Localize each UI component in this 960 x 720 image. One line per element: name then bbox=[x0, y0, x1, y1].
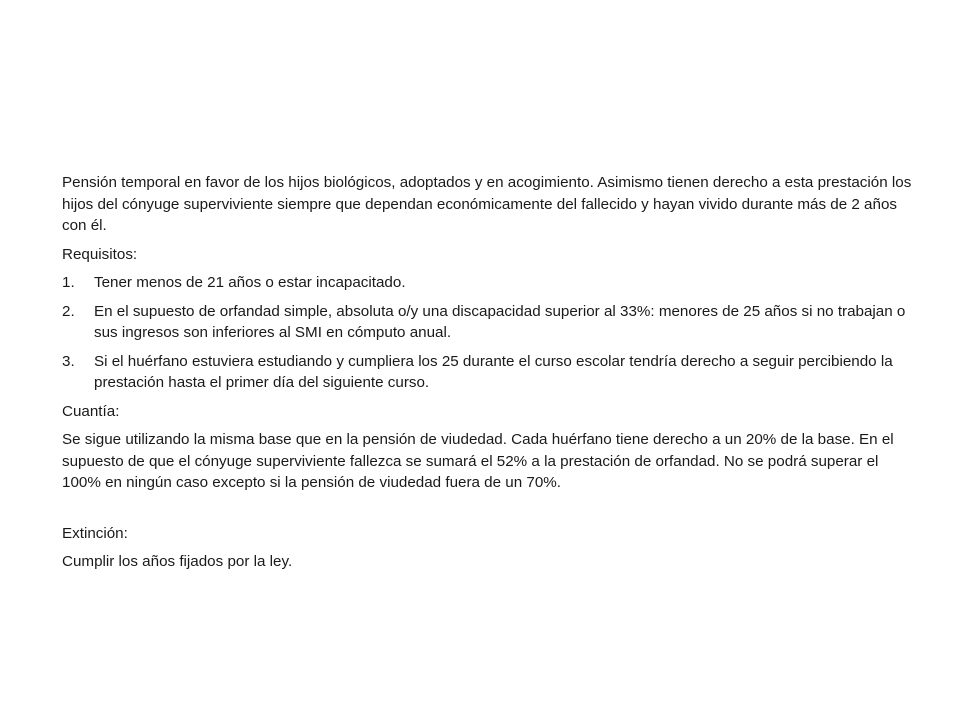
list-item bbox=[62, 301, 918, 344]
list-item-text: Tener menos de 21 años o estar incapacitado. bbox=[94, 274, 406, 291]
list-item-number: 2. bbox=[62, 302, 75, 320]
list-item-text: En el supuesto de orfandad simple, absoluta o/y una discapacidad superior al 33%: menores de 25 años si no trabajan o sus ingresos son inferiores al SMI en cómputo anual. bbox=[94, 302, 906, 341]
requisitos-list bbox=[62, 272, 918, 394]
extincion-heading: Extinción: bbox=[62, 524, 128, 542]
intro-paragraph: Pensión temporal en favor de los hijos biológicos, adoptados y en acogimiento. Asimismo tienen derecho a esta prestación los hijos del cónyuge superviviente siempre que dependan económicamente del fallecido y hayan vivido durante más de 2 años con él. bbox=[62, 174, 912, 234]
requisitos-heading: Requisitos: bbox=[62, 245, 138, 263]
list-item-number: 1. bbox=[62, 274, 75, 291]
slide-body bbox=[62, 172, 918, 580]
cuantia-heading: Cuantía: bbox=[62, 402, 120, 420]
cuantia-paragraph: Se sigue utilizando la misma base que en la pensión de viudedad. Cada huérfano tiene derecho a un 20% de la base. En el supuesto de que el cónyuge superviviente fallezca se sumará el 52% a la prestación de orfandad. No se podrá superar el 100% en ningún caso excepto si la pensión de viudedad fuera de un 70%. bbox=[62, 431, 894, 491]
list-item bbox=[62, 351, 918, 394]
extincion-paragraph: Cumplir los años fijados por la ley. bbox=[62, 553, 293, 570]
list-item bbox=[62, 272, 918, 294]
list-item-number: 3. bbox=[62, 352, 75, 370]
list-item-text: Si el huérfano estuviera estudiando y cumpliera los 25 durante el curso escolar tendría derecho a seguir percibiendo la prestación hasta el primer día del siguiente curso. bbox=[94, 352, 893, 391]
